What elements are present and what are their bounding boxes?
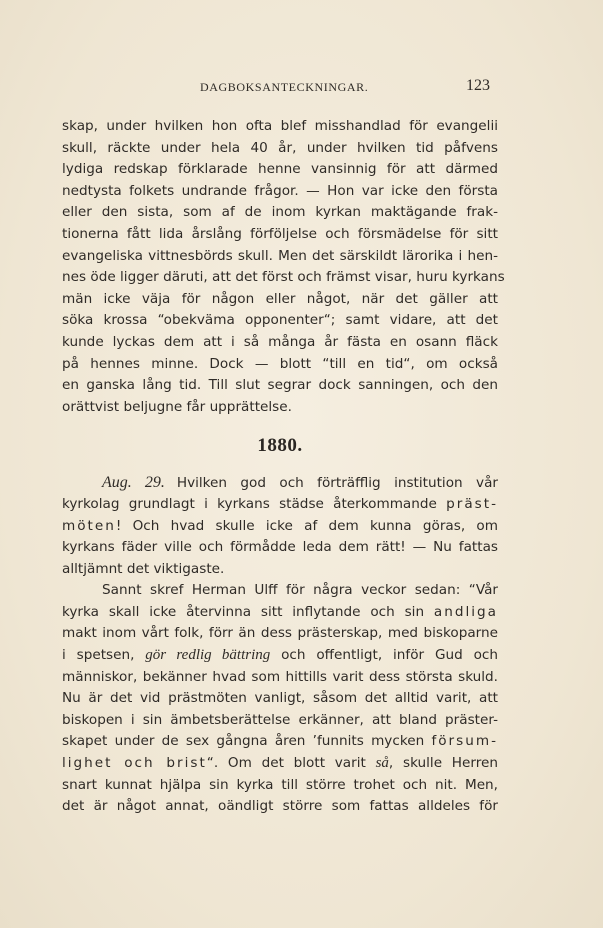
emphasized-text: möten: [62, 517, 116, 534]
italic-text: gör redlig bättring: [145, 647, 271, 664]
text-fragment: “. Om det blott varit: [206, 755, 376, 772]
text-line: snart kunnat hjälpa sin kyrka till större trohet och nit. Men,: [62, 776, 498, 793]
text-fragment: skapet under de sex gångna åren ’funnits mycken: [62, 733, 432, 750]
body-text: [62, 116, 505, 818]
text-line: på hennes minne. Dock — blott “till en tid“, om också: [62, 355, 498, 372]
text-fragment: och offentligt, inför Gud och: [270, 647, 498, 664]
text-line: [62, 516, 498, 538]
text-fragment: ! Och hvad skulle icke af dem kunna göras, om: [115, 517, 498, 534]
text-line: skap, under hvilken hon ofta blef misshandlad för evangelii: [62, 118, 498, 134]
text-line: människor, bekänner hvad som hittills varit dess största skuld.: [62, 668, 498, 685]
text-line: lydiga redskap förklarade henne vansinnig för att därmed: [62, 161, 498, 178]
text-line: evangeliska vittnesbörds skull. Men det särskildt lärorika i hen-: [62, 247, 498, 264]
paragraph-ulff: [62, 580, 498, 818]
text-line: tionerna fått lida årslång förföljelse och försmädelse för sitt: [62, 225, 498, 242]
text-line: [62, 494, 498, 516]
entry-date: Aug. 29.: [102, 474, 165, 492]
text-line: [62, 602, 498, 624]
emphasized-text: andliga: [433, 603, 498, 620]
page-header: [0, 77, 603, 100]
text-line: [62, 753, 498, 775]
text-line: Sannt skref Herman Ulff för några veckor sedan: “Vår: [102, 582, 498, 599]
text-fragment: kyrkolag grundlagt i kyrkans städse återkommande: [62, 495, 447, 512]
text-line: [62, 472, 498, 494]
text-line: nedtysta folkets undrande frågor. — Hon var icke den första: [62, 182, 498, 199]
text-line: biskopen i sin ämbetsberättelse erkänner, att bland präster-: [62, 711, 498, 728]
year-heading: 1880.: [257, 435, 303, 457]
text-line: söka krossa “obekväma opponenter“; samt vidare, att det: [62, 312, 498, 329]
text-line: kyrkans fäder ville och förmådde leda dem rätt! — Nu fattas: [62, 539, 498, 556]
text-line: [62, 731, 498, 753]
text-line: skull, räckte under hela 40 år, under hvilken tid påfvens: [62, 139, 498, 156]
text-line: alltjämnt det viktigaste.: [62, 560, 225, 577]
text-line: män icke väja för någon eller något, när det gäller att: [62, 290, 498, 307]
text-line: orättvist beljugne får upprättelse.: [62, 398, 292, 415]
running-head: DAGBOKSANTECKNINGAR.: [200, 80, 369, 94]
emphasized-text: försum-: [431, 733, 498, 750]
text-line: eller den sista, som af de inom kyrkan maktägande frak-: [62, 204, 498, 221]
text-fragment: Hvilken god och förträfflig institution vår: [176, 475, 498, 492]
text-line: det är något annat, oändligt större som fattas alldeles för: [62, 798, 498, 815]
paragraph-continuation: [62, 116, 505, 418]
emphasized-text: präst-: [446, 495, 498, 512]
diary-entry: [62, 472, 498, 580]
text-fragment: kyrka skall icke återvinna sitt inflytande och sin: [62, 603, 434, 620]
text-line: en ganska lång tid. Till slut segrar dock sanningen, och den: [62, 377, 498, 394]
emphasized-text: lighet och brist: [62, 755, 207, 772]
text-line: makt inom vårt folk, förr än dess prästerskap, med biskoparne: [62, 625, 498, 642]
text-line: nes öde ligger däruti, att det först och främst visar, huru kyrkans: [62, 269, 505, 286]
page-number: 123: [466, 77, 490, 94]
text-fragment: i spetsen,: [62, 647, 146, 664]
italic-text: så: [375, 755, 389, 772]
text-fragment: , skulle Herren: [388, 755, 498, 772]
text-line: [62, 645, 498, 667]
text-line: kunde lyckas dem att i så många år fästa en osann fläck: [62, 333, 498, 350]
text-line: Nu är det vid prästmöten vanligt, såsom det alltid varit, att: [62, 690, 498, 707]
